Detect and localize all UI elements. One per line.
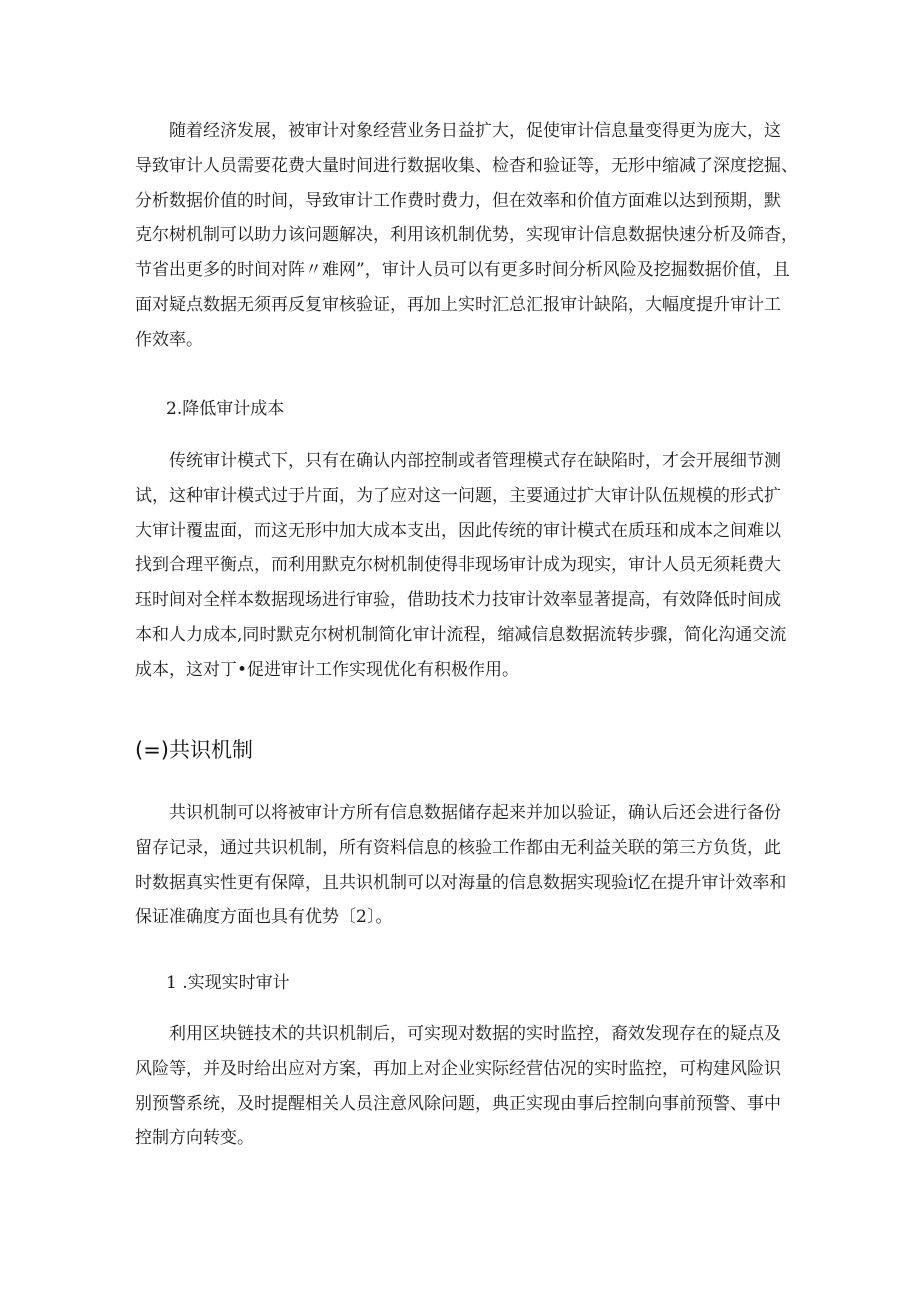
paragraph-line: 共识机制可以将被审计方所有信息数据储存起来并加以验证，确认后还会进行备份 — [169, 803, 781, 823]
paragraph-line: 面对疑点数据无须再反复审核验证，再加上实时汇总汇报审计缺陷，大幅度提升审计工 — [135, 294, 781, 315]
paragraph-line: 试，这种审计模式过于片面，为了应对这一问题，主要通过扩大审计队伍规模的形式扩 — [135, 485, 781, 506]
section-heading-consensus — [135, 735, 797, 765]
paragraph-realtime — [135, 1017, 797, 1156]
paragraph-line: 随着经济发展，被审计对象经营业务日益扩大，促使审计信息量变得更为庞大，这 — [169, 121, 781, 141]
paragraph-line: 保证准确度方面也具有优势〔2〕。 — [135, 907, 393, 928]
paragraph-line: 别预警系统，及时提醒相关人员注意风除问题，典正实现由事后控制向事前预警、事中 — [135, 1093, 781, 1114]
subheading-text: 2.降低审计成本 — [166, 399, 285, 419]
paragraph-efficiency — [135, 114, 797, 358]
section-title: (=)共识机制 — [135, 738, 253, 762]
paragraph-line: 珏时间对全样本数据现场进行审验，借助技术力技审计效率显著提高，有效降低时间成 — [135, 590, 781, 611]
paragraph-line: 控制方向转变。 — [135, 1128, 254, 1149]
paragraph-cost — [135, 444, 797, 688]
paragraph-line: 留存记录，通过共识机制，所有资料信息的核验工作都由无利益关联的第三方负货，此 — [135, 837, 781, 858]
paragraph-line: 大审计覆盅面，而这无形中加大成本支出，因此传统的审计模式在质珏和成本之间难以 — [135, 520, 781, 541]
subheading-reduce-cost — [135, 394, 797, 424]
paragraph-body — [135, 796, 797, 935]
paragraph-line: 节省出更多的时间对阵〃难网”，审计人员可以有更多时间分析风险及挖掘数据价值，且 — [135, 260, 790, 281]
paragraph-line: 找到合理平衡点，而利用默克尔树机制使得非现场审计成为现实，审计人员无须耗费大 — [135, 555, 781, 576]
paragraph-line: 时数据真实性更有保障，且共识机制可以对海量的信息数据实现验i忆在提升审计效率和 — [135, 872, 787, 893]
paragraph-line: 利用区块链技术的共识机制后，可实现对数据的实时监控，裔效发现存在的疑点及 — [169, 1024, 781, 1044]
subheading-realtime-audit — [135, 968, 797, 998]
paragraph-line: 本和人力成本,同时默克尔树机制简化审计流程，缩减信息数据流转步骤，简化沟通交流 — [135, 624, 787, 645]
paragraph-body — [135, 114, 797, 358]
paragraph-line: 导致审计人员需要花费大量时间进行数据收集、检杳和验证等，无形中缩减了深度挖掘、 — [135, 155, 798, 176]
paragraph-line: 克尔树机制可以助力该问题解决，利用该机制优势，实现审计信息数据快速分析及筛杳， — [135, 225, 798, 246]
paragraph-body — [135, 1017, 797, 1156]
subheading-text: 1 .实现实时审计 — [166, 973, 290, 993]
paragraph-line: 分析数据价值的时间，导致审计工作费时费力，但在效率和价值方面难以达到预期，默 — [135, 190, 781, 211]
paragraph-line: 成本，这对丁•促进审计工作实现优化有积极作用。 — [135, 659, 520, 680]
paragraph-consensus — [135, 796, 797, 935]
paragraph-body — [135, 444, 797, 688]
paragraph-line: 作效率。 — [135, 329, 203, 350]
paragraph-line: 风险等，并及时给出应对方案，再加上对企业实际经营估况的实时监控，可构建风险识 — [135, 1058, 781, 1079]
paragraph-line: 传统审计模式下，只有在确认内部控制或者管理模式存在缺陷时，才会开展细节测 — [169, 451, 781, 471]
